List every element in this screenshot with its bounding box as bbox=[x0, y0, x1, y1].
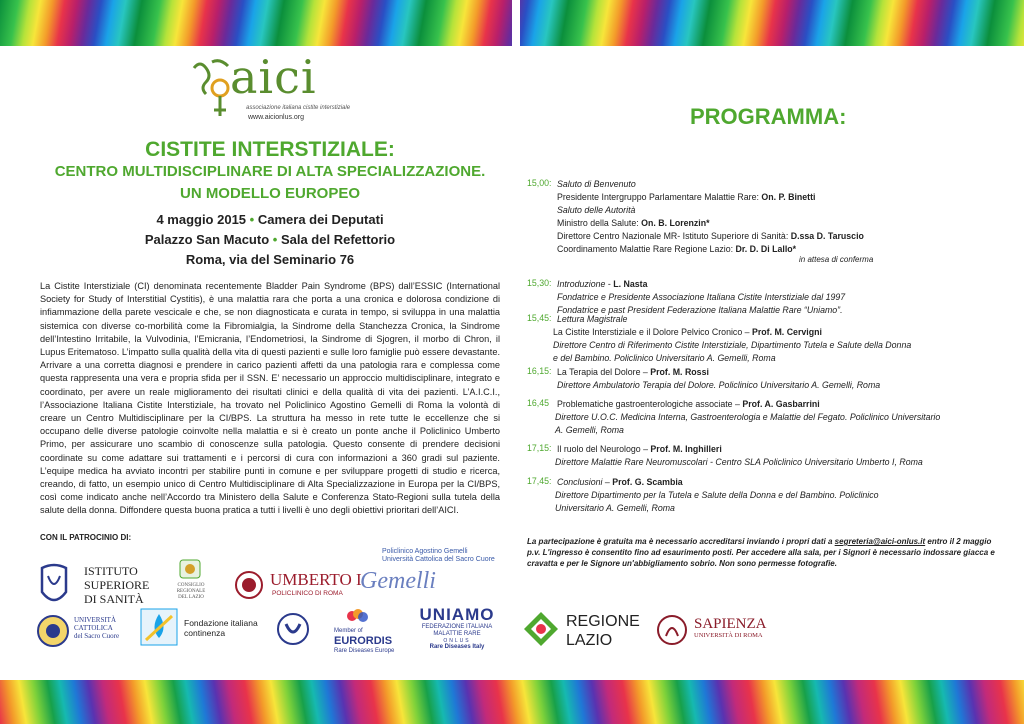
umberto-logo-title: UMBERTO I bbox=[270, 570, 362, 589]
programme-text: Saluto di Benvenuto bbox=[557, 179, 636, 189]
description-paragraph: La Cistite Interstiziale (CI) denominata recentemente Bladder Pain Syndrome (BPS) dall’ESSIC (International Society for Study of Interstitial Cystitis), è una malattia rara che porta a una cronica e dolorosa condizione di infiammazione della parete vescicale e che, se non diagnosticata e curata in tempo, si sviluppa in una malattia sistemica con diverse co-morbilità come la Fibromialgia, la Sindrome della Stanchezza Cronica, la Sindrome dell’Intestino Irritabile, la Vulvodinia, l’Emicrania, l’Endometriosi, la Sindrome di Sjogren, il morbo di Chron, il Lupus Eritematoso. L’impatto sulla qualità della vita di questi pazienti e sulle loro famiglie può essere devastante. Arrivare a una corretta diagnosi e prendere in carico pazienti affetti da una patologia rara e complessa come questa rappresenta una vera e propria sfida per il SSN. E’ necessario un approccio multidisciplinare, integrato e coordinato, per avere un reale miglioramento dei risultati clinici e della qualità di vita dei pazienti. L’A.I.C.I., l’Associazione Italiana Cistite Interstiziale, ha trovato nel Policlinico Agostino Gemelli di Roma la volontà di creare un Centro Multidisciplinare per la CI/BPS. La struttura ha messo in rete tutte le eccellenze che si occupano delle diverse patologie coinvolte nella malattia e si è creato un ponte anche il Policlinico Umberto Primo, per assicurare uno scambio di conoscenze sulla patologia. Questo consente di prendere decisioni coordinate su come adattare sui trattamenti e i percorsi di cura con informazioni a 360 gradi sul paziente. L’equipe medica ha avviato incontri per stabilire punti in comune e per sviluppare progetti di studio e ricerca, creando, di fatto, un esempio unico di Centro Multidisciplinare di Alta Specializzazione in Europa per la CI/BPS, così come indicato anche nell’Accordo tra Ministero della Salute e Conferenza Stato-Regioni sulla tutela della salute della donna. Diffondere questa buona pratica a tutti i livelli è uno degli obiettivi prioritari dell’AICI. bbox=[40, 281, 500, 516]
event-date-venue bbox=[40, 212, 500, 227]
programme-text: Introduzione bbox=[557, 279, 606, 289]
gemelli-caption bbox=[382, 548, 495, 564]
programme-text: - bbox=[605, 279, 614, 289]
programme-text: Problematiche gastroenterologiche associate – bbox=[557, 399, 743, 409]
cattolica-line-2: CATTOLICA bbox=[74, 624, 113, 632]
programme-text: Saluto delle Autorità bbox=[557, 205, 636, 215]
programme-line bbox=[527, 411, 997, 424]
programme-line bbox=[527, 204, 997, 217]
programme-text: La Cistite Interstiziale e il Dolore Pelvico Cronico – bbox=[553, 327, 752, 337]
programme-text: Direttore Malattie Rare Neuromuscolari - Centro SLA Policlinico Universitario Umberto I, Roma bbox=[555, 457, 923, 467]
top-stripe-band bbox=[0, 0, 1024, 46]
programme-text: Fondatrice e Presidente Associazione Italiana Cistite Interstiziale dal 1997 bbox=[557, 292, 846, 302]
programme-text: Prof. A. Gasbarrini bbox=[742, 399, 820, 409]
programme-line bbox=[527, 217, 997, 230]
programme-text: e del Bambino. Policlinico Universitario A. Gemelli, Roma bbox=[553, 353, 776, 363]
iss-line-2: SUPERIORE bbox=[84, 578, 150, 592]
programme-line bbox=[527, 326, 997, 339]
note-text-2: entro il 2 maggio p.v. L'ingresso è consentito fino ad esaurimento posti. Per accedere alla sala, per i Signori è necessario indossare giacca e cravatta e per le Signore un'abbigliamento sobrio. Non sono permesse fotografie. bbox=[527, 537, 995, 568]
fondazione-continenza-icon bbox=[140, 608, 178, 646]
programme-time: 17,15: bbox=[527, 443, 552, 453]
iss-logo-text bbox=[84, 564, 149, 606]
programme-entry bbox=[527, 398, 997, 437]
consiglio-line-3: DEL LAZIO bbox=[178, 595, 204, 600]
programme-text: La Terapia del Dolore – bbox=[557, 367, 651, 377]
umberto-logo-sub: POLICLINICO DI ROMA bbox=[272, 590, 343, 597]
iss-emblem-icon bbox=[34, 562, 74, 610]
programme-line bbox=[527, 398, 997, 411]
society-emblem-icon bbox=[276, 612, 310, 646]
sapienza-text bbox=[694, 616, 767, 640]
separator-dot: • bbox=[272, 232, 278, 247]
programme-time: 15,45: bbox=[527, 313, 552, 323]
programme-line bbox=[527, 502, 997, 515]
aici-logo-text: aici bbox=[230, 50, 317, 104]
programme-line bbox=[527, 424, 997, 437]
programme-time: 16,15: bbox=[527, 366, 552, 376]
programme-line bbox=[527, 489, 997, 502]
programme-entry bbox=[527, 313, 997, 365]
programme-entry bbox=[527, 278, 997, 317]
event-room: Sala del Refettorio bbox=[280, 232, 396, 247]
programme-text: – bbox=[602, 477, 613, 487]
fondazione-line-1: Fondazione italiana bbox=[184, 618, 258, 628]
subtitle-line-1: CENTRO MULTIDISCIPLINARE DI ALTA SPECIALIZZAZIONE. bbox=[54, 163, 486, 180]
fondazione-continenza-text bbox=[184, 618, 258, 638]
event-location bbox=[40, 232, 500, 247]
programme-entry bbox=[527, 178, 997, 266]
programme-text: Ministro della Salute: bbox=[557, 218, 642, 228]
separator-dot: • bbox=[249, 212, 255, 227]
programme-text: Direttore Ambulatorio Terapia del Dolore. Policlinico Universitario A. Gemelli, Roma bbox=[557, 380, 881, 390]
uniamo-logo bbox=[414, 606, 500, 651]
aici-logo-subtitle: associazione italiana cistite interstiziale bbox=[246, 105, 351, 111]
patronage-label: CON IL PATROCINIO DI: bbox=[40, 533, 132, 542]
programme-line bbox=[527, 379, 997, 392]
programme-line bbox=[527, 178, 997, 191]
programme-text: On. P. Binetti bbox=[761, 192, 816, 202]
programme-text: Coordinamento Malattie Rare Regione Lazio: bbox=[557, 244, 736, 254]
programme-entry bbox=[527, 443, 997, 469]
email-link[interactable]: segreteria@aici-onlus.it bbox=[834, 537, 926, 546]
uniamo-line-3: ONLUS bbox=[443, 638, 471, 644]
gemelli-caption-2: Università Cattolica del Sacro Cuore bbox=[382, 556, 495, 563]
umberto-emblem-icon bbox=[234, 570, 264, 600]
eurordis-tagline: Rare Diseases Europe bbox=[334, 648, 395, 654]
programme-line bbox=[527, 313, 997, 326]
gemelli-logo: Gemelli bbox=[360, 568, 436, 594]
programme-line bbox=[527, 476, 997, 489]
regione-line-1: REGIONE bbox=[566, 613, 640, 630]
consiglio-lazio-text bbox=[172, 583, 210, 601]
programme-line bbox=[527, 291, 997, 304]
programme-text: On. B. Lorenzin* bbox=[641, 218, 710, 228]
programme-line bbox=[527, 278, 997, 291]
programme-line bbox=[527, 230, 997, 243]
fondazione-line-2: continenza bbox=[184, 628, 226, 638]
eurordis-text bbox=[334, 626, 394, 656]
event-palace: Palazzo San Macuto bbox=[144, 232, 270, 247]
eurordis-flower-icon bbox=[344, 608, 370, 624]
programme-entry bbox=[527, 366, 997, 392]
programme-time: 15,00: bbox=[527, 178, 552, 188]
programme-text: Il ruolo del Neurologo – bbox=[557, 444, 651, 454]
eurordis-name: EURORDIS bbox=[334, 635, 393, 647]
programme-text: Fondatrice e past President Federazione Italiana Malattie Rare “Uniamo”. bbox=[557, 305, 843, 315]
gemelli-caption-1: Policlinico Agostino Gemelli bbox=[382, 548, 468, 555]
programme-text: Prof. M. Inghilleri bbox=[650, 444, 722, 454]
cattolica-text bbox=[74, 616, 119, 640]
aici-website-link[interactable]: www.aicionlus.org bbox=[248, 114, 305, 121]
main-title: CISTITE INTERSTIZIALE: bbox=[145, 138, 395, 161]
event-venue: Camera dei Deputati bbox=[257, 212, 384, 227]
programme-text: in attesa di conferma bbox=[799, 255, 874, 264]
programme-title: PROGRAMMA: bbox=[690, 104, 847, 129]
regione-lazio-emblem-icon bbox=[522, 610, 560, 648]
regione-line-2: LAZIO bbox=[566, 632, 613, 649]
sapienza-sub: UNIVERSITÀ DI ROMA bbox=[694, 632, 763, 639]
cattolica-emblem-icon bbox=[36, 614, 70, 648]
programme-text: A. Gemelli, Roma bbox=[555, 425, 624, 435]
sapienza-emblem-icon bbox=[656, 614, 688, 646]
sapienza-name: SAPIENZA bbox=[694, 616, 767, 632]
event-address: Roma, via del Seminario 76 bbox=[185, 252, 355, 267]
programme-text: Universitario A. Gemelli, Roma bbox=[555, 503, 675, 513]
programme-text: Prof. G. Scambia bbox=[612, 477, 683, 487]
uniamo-line-1: FEDERAZIONE ITALIANA bbox=[421, 624, 493, 630]
programme-line bbox=[527, 456, 997, 469]
participation-note bbox=[527, 536, 1002, 569]
iss-line-3: DI SANITÀ bbox=[84, 592, 144, 606]
programme-line bbox=[527, 339, 997, 352]
programme-line bbox=[527, 352, 997, 365]
programme-time: 17,45: bbox=[527, 476, 552, 486]
consiglio-line-2: REGIONALE bbox=[176, 589, 206, 594]
iss-line-1: ISTITUTO bbox=[84, 564, 138, 578]
note-text-1: La partecipazione è gratuita ma è necessario accreditarsi inviando i propri dati a bbox=[527, 537, 835, 546]
consiglio-line-1: CONSIGLIO bbox=[177, 583, 205, 588]
bottom-stripe-band bbox=[0, 680, 1024, 724]
programme-text: Direttore Centro di Riferimento Cistite Interstiziale, Dipartimento Tutela e Salute della Donna bbox=[553, 340, 912, 350]
subtitle-line-2: UN MODELLO EUROPEO bbox=[179, 185, 360, 202]
regione-lazio-text bbox=[566, 612, 640, 650]
programme-text: Presidente Intergruppo Parlamentare Malattie Rare: bbox=[557, 192, 762, 202]
programme-text: Lettura Magistrale bbox=[557, 314, 628, 324]
programme-entry bbox=[527, 476, 997, 515]
programme-text: Conclusioni bbox=[557, 477, 603, 487]
programme-text: Direttore Dipartimento per la Tutela e Salute della Donna e del Bambino. Policlinico bbox=[555, 490, 879, 500]
uniamo-name: UNIAMO bbox=[419, 605, 495, 624]
programme-text: Direttore Centro Nazionale MR- Istituto Superiore di Sanità: bbox=[557, 231, 791, 241]
uniamo-line-2: MALATTIE RARE bbox=[433, 631, 481, 637]
cattolica-line-1: UNIVERSITÀ bbox=[74, 616, 116, 624]
programme-text: Direttore U.O.C. Medicina Interna, Gastroenterologia e Malattie del Fegato. Policlinico Universitario bbox=[555, 412, 941, 422]
programme-line bbox=[527, 443, 997, 456]
eurordis-member: Member of bbox=[334, 628, 363, 634]
cattolica-line-3: del Sacro Cuore bbox=[74, 632, 120, 640]
programme-line bbox=[527, 366, 997, 379]
programme-text: D.ssa D. Taruscio bbox=[790, 231, 864, 241]
programme-text: Prof. M. Rossi bbox=[650, 367, 709, 377]
programme-line bbox=[527, 191, 997, 204]
uniamo-line-4: Rare Diseases Italy bbox=[429, 644, 485, 650]
event-date: 4 maggio 2015 bbox=[156, 212, 247, 227]
consiglio-lazio-emblem-icon bbox=[176, 558, 204, 582]
programme-text: Prof. M. Cervigni bbox=[752, 327, 822, 337]
programme-time: 16,45 bbox=[527, 398, 550, 408]
programme-text: L. Nasta bbox=[613, 279, 648, 289]
programme-time: 15,30: bbox=[527, 278, 552, 288]
programme-text: Dr. D. Di Lallo* bbox=[735, 244, 797, 254]
